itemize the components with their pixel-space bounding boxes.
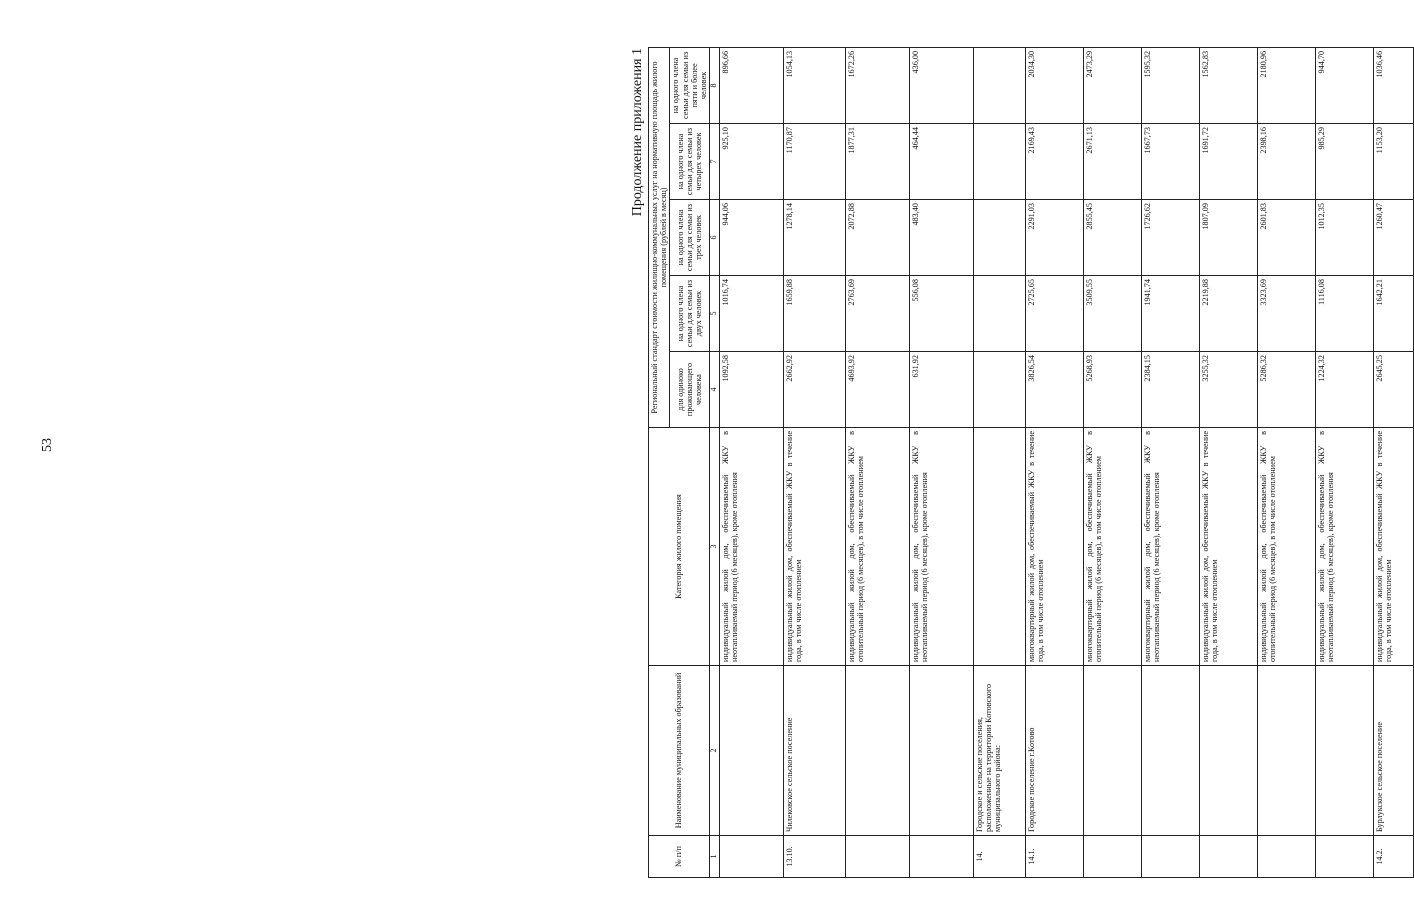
cost-value-cell: 1054,13 — [784, 47, 846, 123]
header-col6: на одного члена семьи для семьи из трех человек — [670, 200, 710, 276]
cost-value-cell: 1260,47 — [1374, 200, 1414, 276]
housing-category-cell: индивидуальный жилой дом, обеспечиваемый ЖКУ в неотапливаемый период (6 месяцев), кроме отопления — [720, 428, 784, 666]
row-number-cell — [1258, 836, 1316, 878]
municipality-name-cell: Городское поселение г.Котово — [1026, 666, 1084, 836]
cost-value-cell: 2763,69 — [846, 276, 910, 352]
cost-value-cell: 1726,62 — [1142, 200, 1200, 276]
cost-value-cell: 464,44 — [910, 124, 974, 200]
table-row — [1258, 47, 1316, 877]
municipality-name-cell — [846, 666, 910, 836]
index-cell: 6 — [710, 200, 720, 276]
cost-value-cell: 2034,30 — [1026, 47, 1084, 123]
index-cell: 3 — [710, 428, 720, 666]
municipality-name-cell: Городское и сельские поселения, расположенные на территории Котовского муниципального района: — [974, 666, 1026, 836]
housing-category-cell: индивидуальный жилой дом, обеспечиваемый ЖКУ в течение года, в том числе отоплением — [1374, 428, 1414, 666]
municipality-name-cell — [1258, 666, 1316, 836]
municipality-name-cell — [720, 666, 784, 836]
table-row — [1026, 47, 1084, 877]
municipality-name-cell: Чилековское сельское поселение — [784, 666, 846, 836]
cost-value-cell: 1877,31 — [846, 124, 910, 200]
cost-value-cell: 436,00 — [910, 47, 974, 123]
row-number-cell: 14.2. — [1374, 836, 1414, 878]
cost-value-cell: 2671,13 — [1084, 124, 1142, 200]
cost-value-cell: 3323,69 — [1258, 276, 1316, 352]
table-row — [784, 47, 846, 877]
header-category: Категория жилого помещения — [649, 428, 710, 666]
header-col4: для одиноко проживающего человека — [670, 352, 710, 428]
row-number-cell: 14.1. — [1026, 836, 1084, 878]
cost-value-cell: 1116,08 — [1316, 276, 1374, 352]
table-row — [910, 47, 974, 877]
housing-category-cell: индивидуальный жилой дом, обеспечиваемый ЖКУ в неотапливаемый период (6 месяцев), кроме отопления — [910, 428, 974, 666]
header-standard-group: Региональный стандарт стоимости жилищно-коммунальных услуг на нормативную площадь жилого помещения (рублей в месяц) — [649, 47, 670, 427]
housing-category-cell: индивидуальный жилой дом, обеспечиваемый ЖКУ в отопительный период (6 месяцев), в том числе отоплением — [1258, 428, 1316, 666]
table-row — [720, 47, 784, 877]
cost-value-cell: 1595,32 — [1142, 47, 1200, 123]
cost-value-cell: 1642,21 — [1374, 276, 1414, 352]
header-no: № п/п — [649, 836, 710, 878]
index-cell: 7 — [710, 124, 720, 200]
table-row — [1374, 47, 1414, 877]
cost-value-cell: 2169,43 — [1026, 124, 1084, 200]
cost-value-cell: 2180,96 — [1258, 47, 1316, 123]
table-row — [1142, 47, 1200, 877]
cost-value-cell: 556,08 — [910, 276, 974, 352]
row-number-cell — [1084, 836, 1142, 878]
table-row — [1200, 47, 1258, 877]
table-row — [846, 47, 910, 877]
cost-value-cell: 944,70 — [1316, 47, 1374, 123]
table-row — [974, 47, 1026, 877]
row-number-cell: 14. — [974, 836, 1026, 878]
municipality-name-cell — [1084, 666, 1142, 836]
cost-value-cell: 1562,83 — [1200, 47, 1258, 123]
header-col8: на одного члена семьи для семьи из пяти и более человек — [670, 47, 710, 123]
cost-value-cell: 2291,03 — [1026, 200, 1084, 276]
housing-category-cell — [974, 428, 1026, 666]
municipality-name-cell: Бурлукское сельское поселение — [1374, 666, 1414, 836]
housing-category-cell: многоквартирный жилой дом, обеспечиваемый ЖКУ в течение года, в том числе отоплением — [1026, 428, 1084, 666]
cost-value-cell: 2072,88 — [846, 200, 910, 276]
cost-value-cell: 4693,92 — [846, 352, 910, 428]
housing-category-cell: многоквартирный жилой дом, обеспечиваемый ЖКУ в неотапливаемый период (6 месяцев), кроме отопления — [1142, 428, 1200, 666]
page-number: 53 — [40, 438, 55, 452]
housing-category-cell: индивидуальный жилой дом, обеспечиваемый ЖКУ в отопительный период (6 месяцев), в том числе отоплением — [846, 428, 910, 666]
municipality-name-cell — [1142, 666, 1200, 836]
cost-value-cell — [974, 200, 1026, 276]
rotated-document-sheet — [626, 48, 1394, 878]
table-row — [1084, 47, 1142, 877]
row-number-cell — [1200, 836, 1258, 878]
table-body — [720, 47, 1414, 877]
header-name: Наименование муниципальных образований — [649, 666, 710, 836]
cost-value-cell: 896,66 — [720, 47, 784, 123]
cost-value-cell: 2473,29 — [1084, 47, 1142, 123]
cost-value-cell: 3509,55 — [1084, 276, 1142, 352]
cost-value-cell: 2398,16 — [1258, 124, 1316, 200]
row-number-cell: 13.10. — [784, 836, 846, 878]
cost-value-cell: 2601,83 — [1258, 200, 1316, 276]
cost-value-cell: 985,29 — [1316, 124, 1374, 200]
housing-cost-table — [648, 47, 1414, 878]
housing-category-cell: многоквартирный жилой дом, обеспечиваемый ЖКУ в отопительный период (6 месяцев), в том числе отоплением — [1084, 428, 1142, 666]
cost-value-cell: 2662,92 — [784, 352, 846, 428]
cost-value-cell: 2855,45 — [1084, 200, 1142, 276]
header-row — [649, 47, 670, 877]
cost-value-cell: 1170,87 — [784, 124, 846, 200]
row-number-cell — [720, 836, 784, 878]
index-cell: 1 — [710, 836, 720, 878]
index-cell: 8 — [710, 47, 720, 123]
cost-value-cell: 1278,14 — [784, 200, 846, 276]
row-number-cell — [1142, 836, 1200, 878]
header-col7: на одного члена семьи для семьи из четырех человек — [670, 124, 710, 200]
cost-value-cell: 1036,46 — [1374, 47, 1414, 123]
header-col5: на одного члена семьи для семьи из двух человек — [670, 276, 710, 352]
cost-value-cell: 2219,88 — [1200, 276, 1258, 352]
cost-value-cell: 5268,93 — [1084, 352, 1142, 428]
index-cell: 5 — [710, 276, 720, 352]
cost-value-cell: 2725,65 — [1026, 276, 1084, 352]
cost-value-cell: 3826,54 — [1026, 352, 1084, 428]
cost-value-cell: 1016,74 — [720, 276, 784, 352]
appendix-caption: Продолжение приложения 1 — [630, 48, 645, 217]
municipality-name-cell — [1316, 666, 1374, 836]
index-cell: 4 — [710, 352, 720, 428]
cost-value-cell: 1153,20 — [1374, 124, 1414, 200]
cost-value-cell: 1092,58 — [720, 352, 784, 428]
cost-value-cell: 925,10 — [720, 124, 784, 200]
cost-value-cell — [974, 276, 1026, 352]
cost-value-cell: 944,06 — [720, 200, 784, 276]
row-number-cell — [910, 836, 974, 878]
cost-value-cell: 1224,32 — [1316, 352, 1374, 428]
row-number-cell — [846, 836, 910, 878]
cost-value-cell: 1659,88 — [784, 276, 846, 352]
cost-value-cell: 1691,72 — [1200, 124, 1258, 200]
housing-category-cell: индивидуальный жилой дом, обеспечиваемый ЖКУ в неотапливаемый период (6 месяцев), кроме отопления — [1316, 428, 1374, 666]
cost-value-cell — [974, 124, 1026, 200]
cost-value-cell — [974, 47, 1026, 123]
cost-value-cell: 483,40 — [910, 200, 974, 276]
cost-value-cell: 1807,09 — [1200, 200, 1258, 276]
cost-value-cell: 1672,26 — [846, 47, 910, 123]
cost-value-cell — [974, 352, 1026, 428]
row-number-cell — [1316, 836, 1374, 878]
cost-value-cell: 631,92 — [910, 352, 974, 428]
municipality-name-cell — [1200, 666, 1258, 836]
cost-value-cell: 3255,32 — [1200, 352, 1258, 428]
cost-value-cell: 2645,25 — [1374, 352, 1414, 428]
cost-value-cell: 5286,32 — [1258, 352, 1316, 428]
municipality-name-cell — [910, 666, 974, 836]
cost-value-cell: 2384,15 — [1142, 352, 1200, 428]
cost-value-cell: 1941,74 — [1142, 276, 1200, 352]
cost-value-cell: 1012,35 — [1316, 200, 1374, 276]
index-cell: 2 — [710, 666, 720, 836]
column-index-row — [710, 47, 720, 877]
housing-category-cell: индивидуальный жилой дом, обеспечиваемый ЖКУ в течение года, в том числе отоплением — [1200, 428, 1258, 666]
cost-value-cell: 1667,73 — [1142, 124, 1200, 200]
housing-category-cell: индивидуальный жилой дом, обеспечиваемый ЖКУ в течение года, в том числе отоплением — [784, 428, 846, 666]
table-row — [1316, 47, 1374, 877]
